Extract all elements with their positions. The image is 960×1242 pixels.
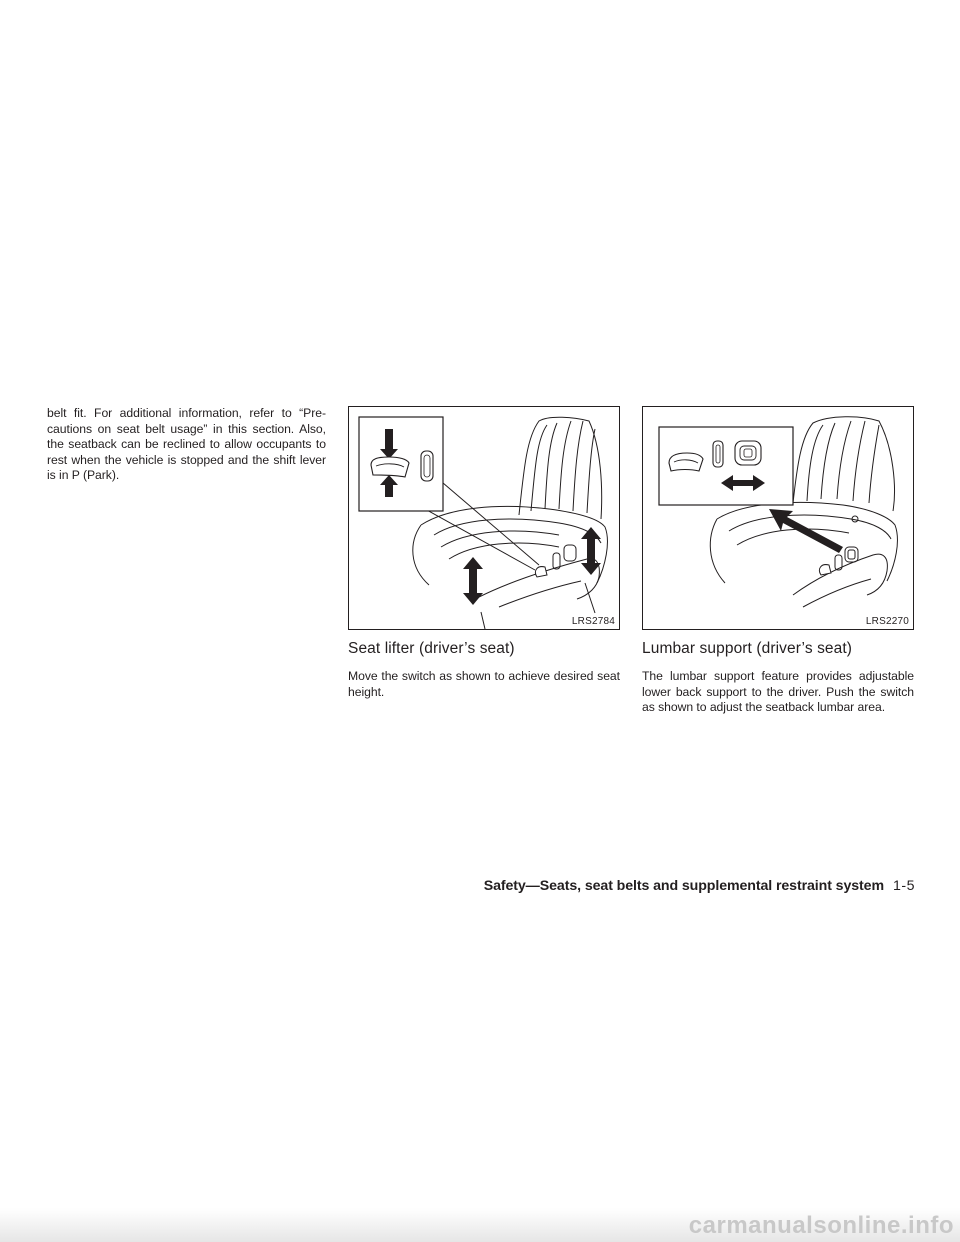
left-column <box>47 406 326 484</box>
seat-lifter-figure <box>348 406 620 630</box>
lumbar-support-illustration <box>643 407 913 629</box>
section-heading: Lumbar support (driver’s seat) <box>642 640 853 657</box>
section-heading: Seat lifter (driver’s seat) <box>348 640 515 657</box>
lumbar-support-section <box>642 406 914 716</box>
figure-code: LRS2784 <box>571 616 615 627</box>
page-footer <box>484 877 915 895</box>
lumbar-support-figure <box>642 406 914 630</box>
footer-section-title: Safety—Seats, seat belts and supplemental restraint system <box>483 878 884 894</box>
figure-code: LRS2270 <box>865 616 909 627</box>
page-number: 1-5 <box>892 878 915 894</box>
section-body: Move the switch as shown to achieve desired seat height. <box>348 669 620 699</box>
watermark-text: carmanualsonline.info <box>688 1212 954 1239</box>
intro-paragraph: belt fit. For additional information, refer to “Pre-cautions on seat belt usage” in this section. Also, the seatback can be reclined to allow occupants to rest when the vehicle is stopped and the shift lever is in P (Park). <box>47 406 326 483</box>
seat-lifter-illustration <box>349 407 619 629</box>
seat-lifter-section <box>348 406 620 700</box>
section-body: The lumbar support feature provides adjustable lower back support to the driver. Push the switch as shown to adjust the seatback lumbar area. <box>642 669 914 715</box>
watermark-band <box>0 1208 960 1242</box>
